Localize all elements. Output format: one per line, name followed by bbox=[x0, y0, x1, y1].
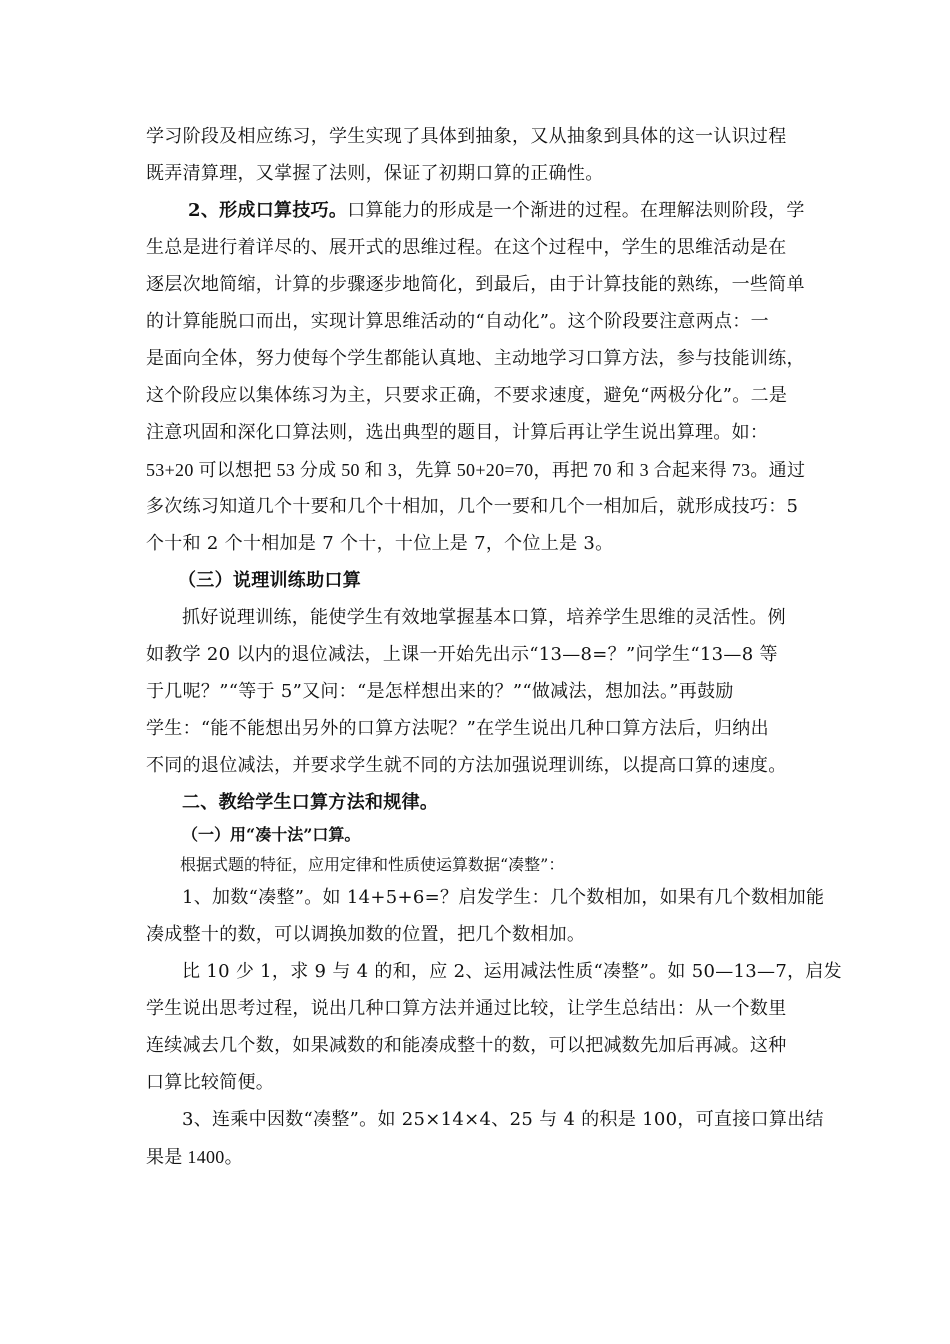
text-line: 逐层次地简缩，计算的步骤逐步地简化，到最后，由于计算技能的熟练，一些简单 bbox=[146, 274, 805, 295]
text-line: 不同的退位减法，并要求学生就不同的方法加强说理训练，以提高口算的速度。 bbox=[146, 755, 787, 776]
text-line: 个十和 2 个十相加是 7 个十，十位上是 7，个位上是 3。 bbox=[146, 533, 614, 554]
text-line: 1、加数“凑整”。如 14+5+6=？启发学生：几个数相加，如果有几个数相加能 bbox=[182, 887, 825, 908]
text-line: 抓好说理训练，能使学生有效地掌握基本口算，培养学生思维的灵活性。例 bbox=[182, 607, 786, 628]
text-line: 这个阶段应以集体练习为主，只要求正确，不要求速度，避免“两极分化”。二是 bbox=[146, 385, 788, 406]
text-line: 3、连乘中因数“凑整”。如 25×14×4、25 与 4 的积是 100，可直接口算出结 bbox=[182, 1109, 824, 1130]
text-line: 果是 1400。 bbox=[146, 1147, 243, 1167]
text-line: 学生说出思考过程，说出几种口算方法并通过比较，让学生总结出：从一个数里 bbox=[146, 998, 787, 1019]
subsection-heading: （一）用“凑十法”口算。 bbox=[182, 825, 361, 844]
text-line: 于几呢？”“等于 5”又问：“是怎样想出来的？”“做减法，想加法。”再鼓励 bbox=[146, 681, 734, 702]
section-heading: 2、形成口算技巧。 bbox=[188, 200, 348, 221]
text-line: 如教学 20 以内的退位减法，上课一开始先出示“13—8=？”问学生“13—8 等 bbox=[146, 644, 778, 665]
text-line: 多次练习知道几个十要和几个十相加，几个一要和几个一相加后，就形成技巧：5 bbox=[146, 496, 799, 517]
text-line: 连续减去几个数，如果减数的和能凑成整十的数，可以把减数先加后再减。这种 bbox=[146, 1035, 787, 1056]
text-line: 注意巩固和深化口算法则，选出典型的题目，计算后再让学生说出算理。如： bbox=[146, 422, 769, 443]
text-line: 学习阶段及相应练习，学生实现了具体到抽象，又从抽象到具体的这一认识过程 bbox=[146, 126, 787, 147]
text-line: 生总是进行着详尽的、展开式的思维过程。在这个过程中，学生的思维活动是在 bbox=[146, 237, 787, 258]
text-line: 凑成整十的数，可以调换加数的位置，把几个数相加。 bbox=[146, 924, 586, 945]
text-line: 53+20 可以想把 53 分成 50 和 3，先算 50+20=70，再把 70 和 3 合起来得 73。通过 bbox=[146, 460, 806, 480]
text-line: 比 10 少 1，求 9 与 4 的和，应 2、运用减法性质“凑整”。如 50—13—7，启发 bbox=[182, 961, 842, 982]
section-heading: （三）说理训练助口算 bbox=[178, 570, 361, 591]
text-line bbox=[188, 199, 805, 223]
text-line: 根据式题的特征，应用定律和性质使运算数据“凑整”： bbox=[180, 855, 565, 874]
text-line: 是面向全体，努力使每个学生都能认真地、主动地学习口算方法，参与技能训练， bbox=[146, 348, 805, 369]
text-span: 口算能力的形成是一个渐进的过程。在理解法则阶段，学 bbox=[347, 200, 805, 221]
section-heading: 二、教给学生口算方法和规律。 bbox=[182, 792, 439, 813]
text-line: 学生：“能不能想出另外的口算方法呢？”在学生说出几种口算方法后，归纳出 bbox=[146, 718, 769, 739]
text-line: 的计算能脱口而出，实现计算思维活动的“自动化”。这个阶段要注意两点：一 bbox=[146, 311, 769, 332]
text-line: 口算比较简便。 bbox=[146, 1072, 275, 1093]
text-line: 既弄清算理，又掌握了法则，保证了初期口算的正确性。 bbox=[146, 163, 604, 184]
